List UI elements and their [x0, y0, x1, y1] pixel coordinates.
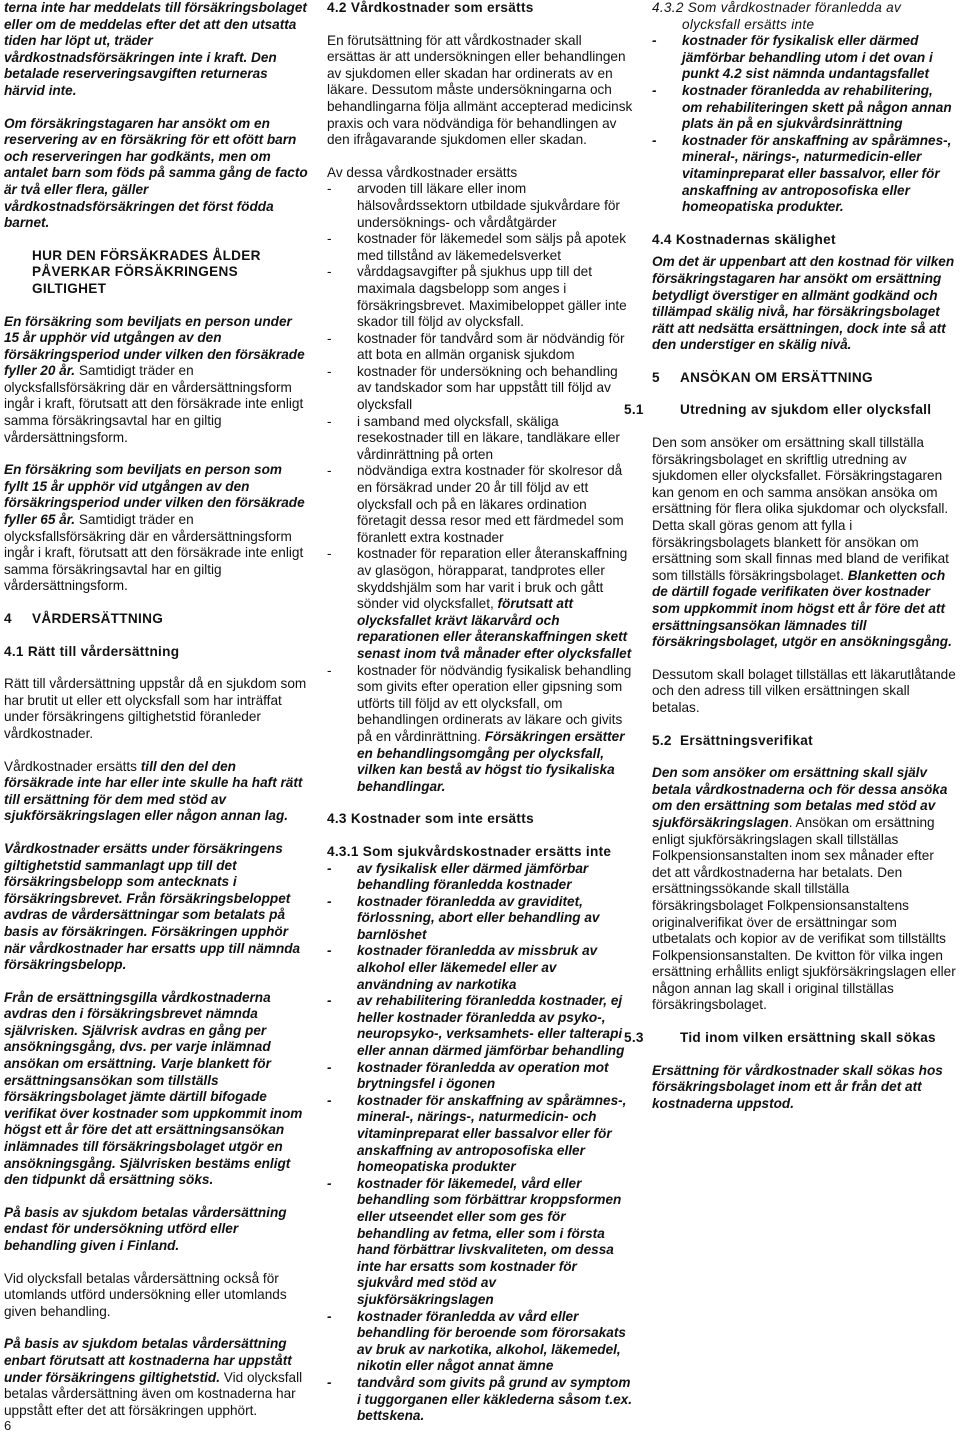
column-middle [327, 0, 633, 1425]
paragraph: Från de ersättningsgilla vårdkostnaderna avdras den i försäkringsbrevet nämnda självrisken. Självrisk avdras en gång per ansökningsgång, dvs. per varje inlämnad ansökan om ersättning. Varje blankett för ersättningsansökan som tillställs försäkringsbolaget jämte därtill bifogade verifikat över kostnader som uppkommit inom högst ett år före det att ersättningsansökan inlämnades till försäkringsbolaget utgör en ansökningsgång. Självrisken bestäms enligt den tidpunkt då ersättning söks. [4, 989, 303, 1188]
list-item: - tandvård som givits på grund av symptom i tuggorganen eller käklederna såsom t.ex. bettskena. [327, 1375, 633, 1425]
paragraph: terna inte har meddelats till försäkringsbolaget eller om de meddelas efter det att den utsatta tiden har löpt ut, träder vårdkostnadsförsäkringen inte i kraft. Den betalade reserveringsavgiften returneras härvid inte. [4, 0, 307, 98]
paragraph: Ersättning för vårdkostnader skall sökas hos försäkringsbolaget inom ett år från det att kostnaderna uppstod. [652, 1062, 943, 1111]
paragraph: En förutsättning för att vårdkostnader skall ersättas är att undersökningen eller behandlingen av sjukdomen eller skadan har ordinerats av en läkare. Dessutom måste undersökningarna och behandlingarna följa allmänt accepterad medicinsk praxis och vara nödvändiga för behandlingen av den ifrågavarande sjukdomen eller skadan. [327, 32, 633, 148]
section-heading-3: HUR DEN FÖRSÄKRADES ÅLDER PÅVERKAR FÖRSÄKRINGENS GILTIGHET [32, 247, 261, 296]
page-number: 6 [4, 1418, 12, 1433]
subsection-heading-4-1: 4.1 Rätt till vårdersättning [4, 643, 180, 659]
paragraph: En försäkring som beviljats en person som fyllt 15 år upphör vid utgången av den försäkringsperiod under vilken den försäkrade fyller 65 år. Samtidigt träder en olycksfallsförsäkring där en vårdersättningsform ingår i kraft, förutsatt att den försäkrade inte enligt samma försäkringsavtal har en giltig vårdersättningsform. [4, 462, 305, 594]
list-item: - kostnader föranledda av missbruk av alkohol eller läkemedel eller av användning av narkotika [327, 943, 633, 993]
paragraph: På basis av sjukdom betalas vårdersättning endast för undersökning utförd eller behandling given i Finland. [4, 1204, 287, 1253]
list-item: - kostnader för nödvändig fysikalisk behandling som givits efter operation eller gipsning som utförts till följd av ett olycksfall, om behandlingen ordinerats av läkare och givits på en vårdinrättning. Försäkringen ersätter en behandlingsomgång per olycksfall, vilken kan bestå av högst tio fysikaliska behandlingar. [327, 663, 633, 796]
list-item: - av rehabilitering föranledda kostnader, ej heller kostnader föranledda av psyko-, neuropsyko-, verksamhets- eller talterapi eller annan därmed jämförbar behandling [327, 993, 633, 1059]
list-item: - kostnader för undersökning och behandling av tandskador som har uppstått till följd av olycksfall [327, 364, 633, 414]
subsection-heading-4-2: 4.2 Vårdkostnader som ersätts [327, 0, 534, 15]
paragraph: Rätt till vårdersättning uppstår då en sjukdom som har brutit ut eller ett olycksfall som har inträffat under försäkringens giltighetstid föranleder vårdkostnader. [4, 676, 307, 741]
list-item: - kostnader föranledda av vård eller behandling för beroende som förorsakats av bruk av narkotika, alkohol, läkemedel, nikotin eller något annat ämne [327, 1309, 633, 1375]
list-item: - i samband med olycksfall, skäliga resekostnader till en läkare, tandläkare eller vårdinrättning på orten [327, 414, 633, 464]
paragraph: Vid olycksfall betalas vårdersättning också för utomlands utförd undersökning eller utomlands given behandling. [4, 1270, 287, 1319]
subsection-heading-5-1: 5.1 Utredning av sjukdom eller olycksfall [624, 402, 932, 418]
paragraph: Den som ansöker om ersättning skall tillställa försäkringsbolaget en skriftlig utredning av sjukdomen eller olycksfallet. Försäkringstagaren kan genom en och samma ansökan ansöka om ersättning för flera olika sjukdomar och olycksfall. Detta skall göras genom att fylla i försäkringsbolagets blankett för ansökan om ersättning som skall finnas med bland de verifikat som tillställs försäkringsbolaget. Blanketten och de därtill fogade verifikaten över kostnader som uppkommit inom högst ett år före det att ersättningsansökan lämnades till försäkringsbolaget, utgör en ansökningsgång. [652, 435, 952, 650]
subsection-heading-4-3-2: 4.3.2 Som vårdkostnader föranledda av olycksfall ersätts inte [652, 0, 902, 32]
list-item: - vårddagsavgifter på sjukhus upp till det maximala dagsbelopp som anges i försäkringsbrevet. Maximibeloppet gäller inte skador till följd av olycksfall. [327, 264, 633, 330]
list-item: - kostnader för reparation eller återanskaffning av glasögon, hörapparat, tandprotes eller skyddshjälm som har varit i bruk och gått sönder vid olycksfallet, förutsatt att olycksfallet krävt läkarvård och reparationen eller återanskaffningen skett senast inom två månader efter olycksfallet [327, 546, 633, 662]
subsection-heading-4-4: 4.4 Kostnadernas skälighet [652, 231, 836, 247]
section-heading-5: 5 ANSÖKAN OM ERSÄTTNING [652, 369, 873, 385]
column-right [624, 0, 956, 1128]
excluded-costs-list [327, 861, 633, 1425]
covered-costs-list [327, 181, 633, 795]
list-item: - av fysikalisk eller därmed jämförbar behandling föranledda kostnader [327, 861, 633, 894]
list-item: - kostnader för läkemedel, vård eller behandling som förbättrar kroppsformen eller utseendet eller som ges för behandling av fetma, eller som i första hand förbättrar livskvaliteten, om dessa inte har ersatts som kostnader för sjukvård med stöd av sjukförsäkringslagen [327, 1176, 633, 1309]
subsection-heading-5-2: 5.2 Ersättningsverifikat [652, 732, 813, 748]
list-item: - kostnader föranledda av operation mot brytningsfel i ögonen [327, 1060, 633, 1093]
excluded-accident-costs-list [652, 33, 956, 216]
list-item: - arvoden till läkare eller inom hälsovårdssektorn utbildade sjukvårdare för undersöknings- och vårdåtgärder [327, 181, 633, 231]
paragraph: Vårdkostnader ersätts under försäkringens giltighetstid sammanlagt upp till det försäkringsbelopp som antecknats i försäkringsbrevet. Från försäkringsbeloppet avdras de vårdersättningar som betalats på basis av försäkringen. Försäkringen upphör när vårdkostnader har ersatts upp till nämnda försäkringsbelopp. [4, 840, 301, 973]
subsection-heading-4-3: 4.3 Kostnader som inte ersätts [327, 811, 534, 827]
list-item: - kostnader för anskaffning av spårämnes-, mineral-, närings-, naturmedicin-eller vitaminpreparat eller bassalvor, eller för anskaffning av antroposofiska eller homeopatiska produkter. [652, 133, 956, 216]
list-item: - kostnader föranledda av graviditet, förlossning, abort eller behandling av barnlöshet [327, 894, 633, 944]
section-heading-4: 4 VÅRDERSÄTTNING [4, 611, 164, 626]
list-item: - kostnader föranledda av rehabilitering, om rehabiliteringen skett på någon annan plats än på en sjukvårdsinrättning [652, 83, 956, 133]
paragraph: Den som ansöker om ersättning skall själv betala vårdkostnaderna och för dessa ansöka om den ersättning som betalas med stöd av sjukförsäkringslagen. Ansökan om ersättning enligt sjukförsäkringslagen skall tillställas Folkpensionsanstalten inom sex månader efter det att vårdkostnaderna har betalats. Den ersättningssökande skall tillställa försäkringsbolaget Folkpensionsanstaltens originalverifikat över de ersättningar som utbetalats och kopior av de verifikat som tillställts Folkpensionsanstalten. De kvitton för vilka ingen ersättning erhållits enligt sjukförsäkringslagen eller någon annan lag skall i original tillställas försäkringsbolaget. [652, 765, 956, 1013]
paragraph: Av dessa vårdkostnader ersätts [327, 164, 518, 180]
paragraph: Vårdkostnader ersätts till den del den försäkrade inte har eller inte skulle ha haft rätt till ersättning för dem med stöd av sjukförsäkringslagen eller någon annan lag. [4, 758, 303, 824]
paragraph: Om det är uppenbart att den kostnad för vilken försäkringstagaren har ansökt om ersättning betydligt överstiger en allmänt godkänd och tillämpad skälig nivå, har försäkringsbolaget rätt att nedsätta ersättningen, dock inte så att den understiger en skälig nivå. [652, 254, 955, 353]
column-left [4, 0, 308, 1435]
list-item: - kostnader för tandvård som är nödvändig för att bota en allmän organisk sjukdom [327, 331, 633, 364]
paragraph: Dessutom skall bolaget tillställas ett läkarutlåtande och den adress till vilken ersättningen skall betalas. [652, 666, 956, 715]
list-item: - kostnader för fysikalisk eller därmed jämförbar behandling utom i det ovan i punkt 4.2 sist nämnda undantagsfallet [652, 33, 956, 83]
paragraph: På basis av sjukdom betalas vårdersättning enbart förutsatt att kostnaderna har uppstått under försäkringens giltighetstid. Vid olycksfall betalas vårdersättning även om kostnaderna har uppstått efter det att försäkringen upphört. [4, 1336, 303, 1418]
subsection-heading-4-3-1: 4.3.1 Som sjukvårdskostnader ersätts inte [327, 843, 612, 859]
list-item: - nödvändiga extra kostnader för skolresor då en försäkrad under 20 år till följd av ett olycksfall och på en läkares ordination företagit dessa resor med ett färdmedel som föranlett extra kostnader [327, 463, 633, 546]
list-item: - kostnader för anskaffning av spårämnes-, mineral-, närings-, naturmedicin- och vitaminpreparat eller bassalvor eller för anskaffning av antroposofiska eller homeopatiska produkter [327, 1093, 633, 1176]
subsection-heading-5-3: 5.3 Tid inom vilken ersättning skall sökas [624, 1030, 936, 1046]
paragraph: Om försäkringstagaren har ansökt om en reservering av en försäkring för ett ofött barn och reserveringen har godkänts, men om antalet barn som föds på samma gång de facto är två eller flera, gäller vårdkostnadsförsäkringen det först födda barnet. [4, 115, 308, 231]
paragraph: En försäkring som beviljats en person under 15 år upphör vid utgången av den försäkringsperiod under vilken den försäkrade fyller 20 år. Samtidigt träder en olycksfallsförsäkring där en vårdersättningsform ingår i kraft, förutsatt att den försäkrade inte enligt samma försäkringsavtal har en giltig vårdersättningsform. [4, 313, 305, 445]
list-item: - kostnader för läkemedel som säljs på apotek med tillstånd av läkemedelsverket [327, 231, 633, 264]
